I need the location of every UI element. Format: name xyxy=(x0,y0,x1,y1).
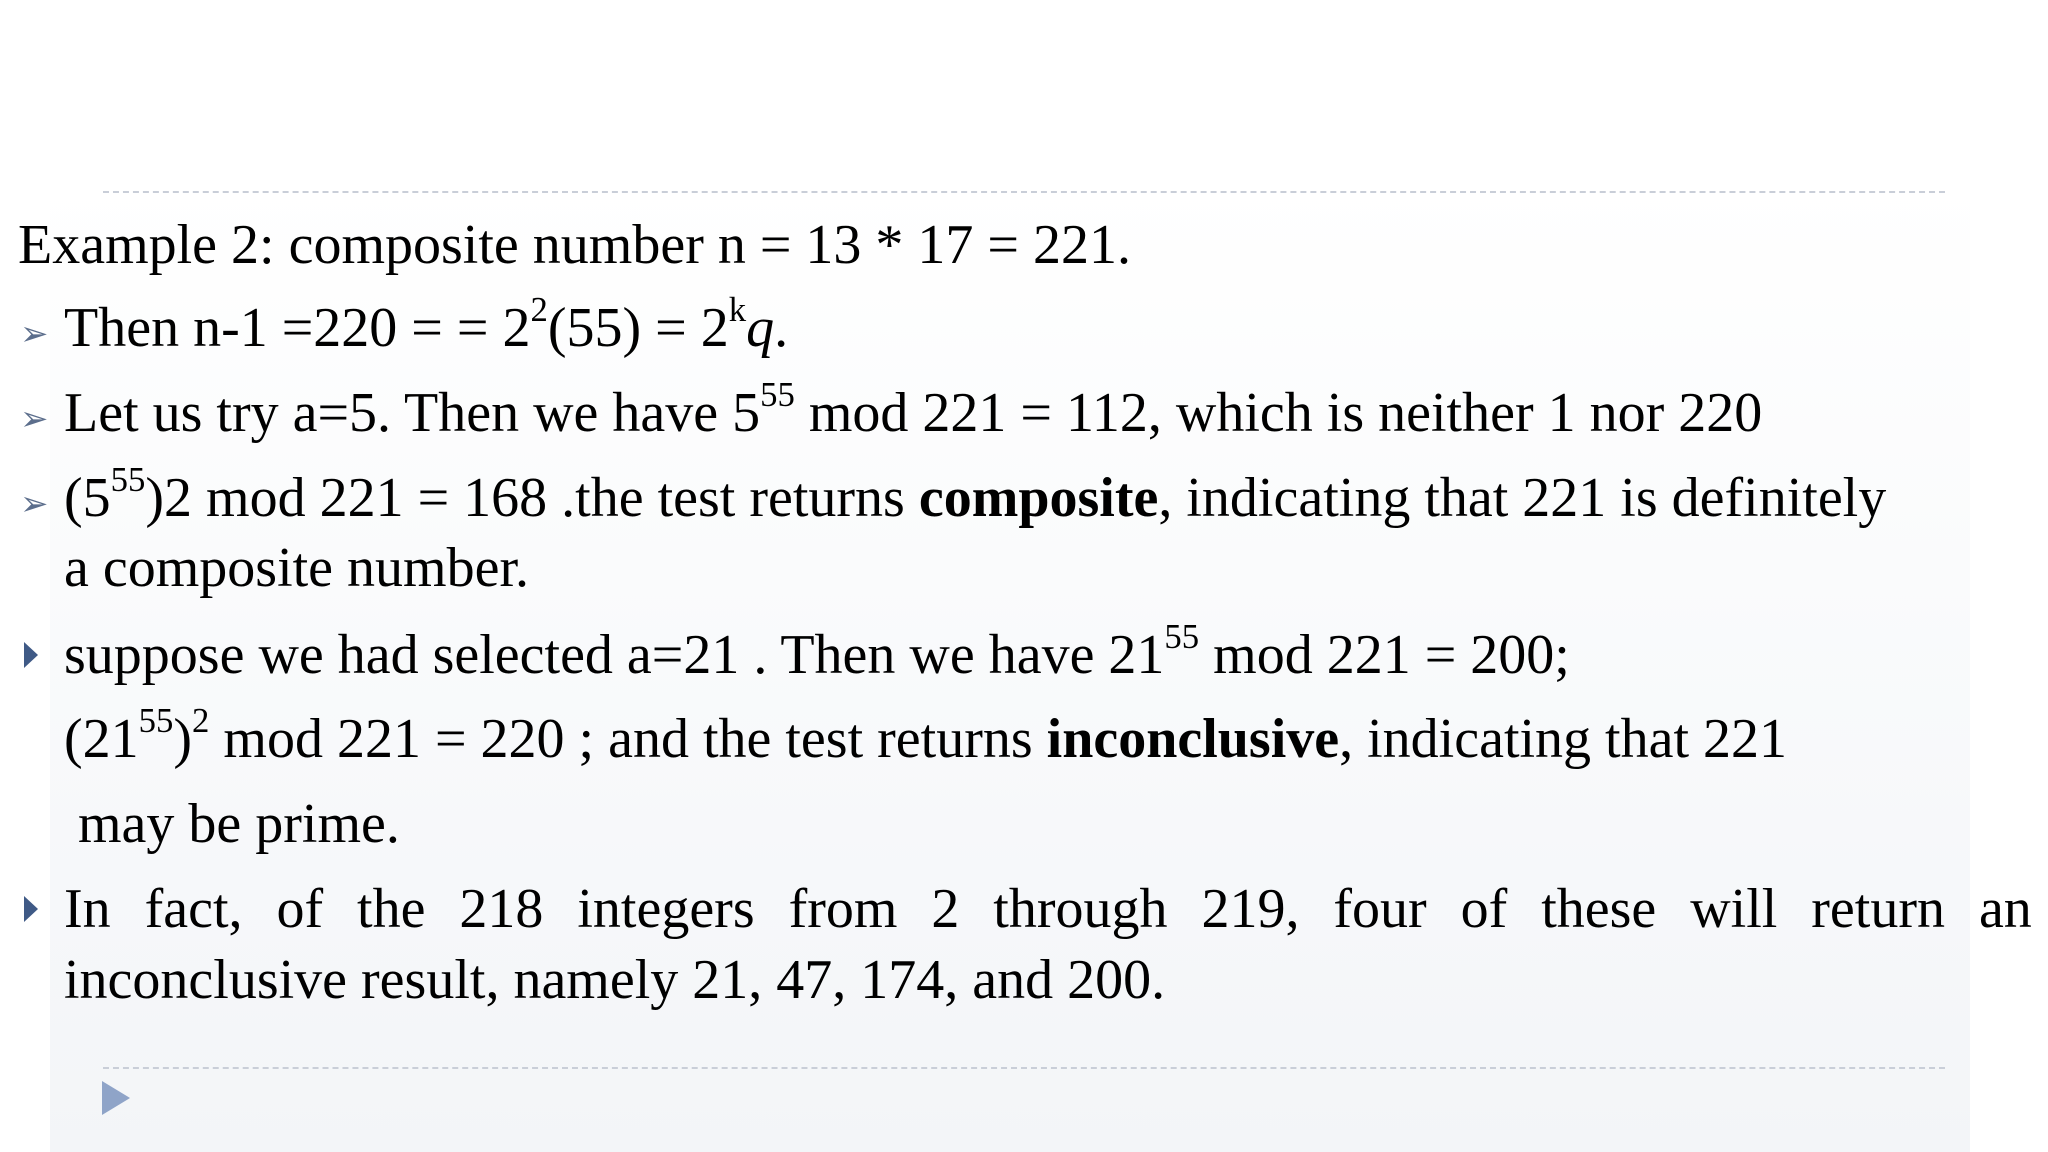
bottom-divider xyxy=(103,1067,1945,1069)
bullet-5-word: an xyxy=(1978,878,2032,940)
bullet-4 xyxy=(64,617,1570,690)
bullet-4-l3-text: may be prime. xyxy=(78,793,400,855)
bullet-2 xyxy=(64,375,1763,448)
bullet-5-word: 2 xyxy=(931,878,960,940)
bullet-1 xyxy=(64,290,789,363)
bullet-4-line-3 xyxy=(78,789,400,859)
bullet-1-variable-q: q xyxy=(746,297,775,359)
bullet-5-word: integers xyxy=(577,878,755,940)
bullet-3 xyxy=(64,460,1887,533)
bullet-5-continuation xyxy=(64,945,1165,1015)
example-title-text: Example 2: composite number n = 13 * 17 = 221. xyxy=(18,214,1131,276)
bullet-5 xyxy=(64,874,2032,944)
bullet-5-word: will xyxy=(1690,878,1778,940)
bullet-4-l2-text-a: (21 xyxy=(64,708,139,770)
triangle-bullet-icon xyxy=(24,896,38,922)
next-slide-arrow-icon[interactable] xyxy=(102,1081,130,1115)
bullet-5-word: through xyxy=(993,878,1168,940)
bullet-4-l2-exponent-a: 55 xyxy=(138,701,174,741)
bullet-4-l2-exponent-b: 2 xyxy=(192,701,210,741)
bullet-5-word: In xyxy=(64,878,111,940)
bullet-5-line-2: inconclusive result, namely 21, 47, 174, and 200. xyxy=(64,949,1166,1011)
bullet-3-emphasis: composite xyxy=(918,467,1159,529)
bullet-4-text-b: mod 221 = 200; xyxy=(1199,624,1570,686)
bullet-3-exponent: 55 xyxy=(110,460,146,500)
bullet-5-word: from xyxy=(788,878,898,940)
bullet-3-continuation xyxy=(64,533,529,603)
bullet-5-word: of xyxy=(276,878,324,940)
bullet-3-line-2: a composite number. xyxy=(64,537,530,599)
chevron-bullet-icon: ➢ xyxy=(20,399,49,439)
bullet-4-emphasis: inconclusive xyxy=(1046,708,1340,770)
bullet-4-exponent: 55 xyxy=(1164,617,1200,657)
example-title xyxy=(18,210,1131,280)
bullet-1-exponent-a: 2 xyxy=(530,290,548,330)
bullet-2-text-a: Let us try a=5. Then we have 5 xyxy=(64,382,761,444)
top-divider xyxy=(103,191,1945,193)
bullet-4-l2-text-b: ) xyxy=(173,708,193,770)
bullet-5-word: of xyxy=(1460,878,1508,940)
bullet-5-word: return xyxy=(1811,878,1945,940)
bullet-5-word: four xyxy=(1333,878,1427,940)
bullet-4-line-2 xyxy=(64,701,1788,774)
bullet-1-text-a: Then n-1 =220 = = 2 xyxy=(64,297,531,359)
bullet-4-text-a: suppose we had selected a=21 . Then we have 21 xyxy=(64,624,1165,686)
chevron-bullet-icon: ➢ xyxy=(20,484,49,524)
bullet-3-text-c: , indicating that 221 is definitely xyxy=(1158,467,1887,529)
bullet-2-text-b: mod 221 = 112, which is neither 1 nor 220 xyxy=(794,382,1763,444)
bullet-5-word: 218 xyxy=(459,878,544,940)
bullet-3-text-b: )2 mod 221 = 168 .the test returns xyxy=(145,467,919,529)
bullet-1-period: . xyxy=(774,297,789,359)
bullet-4-l2-text-d: , indicating that 221 xyxy=(1339,708,1788,770)
chevron-bullet-icon: ➢ xyxy=(20,314,49,354)
triangle-bullet-icon xyxy=(24,642,38,668)
bullet-5-word: the xyxy=(357,878,426,940)
bullet-5-word: fact, xyxy=(144,878,243,940)
bullet-2-exponent: 55 xyxy=(760,375,795,415)
bullet-1-text-b: (55) = 2 xyxy=(547,297,729,359)
bullet-1-exponent-k: k xyxy=(728,290,747,330)
bullet-4-l2-text-c: mod 221 = 220 ; and the test returns xyxy=(209,708,1047,770)
bullet-3-text-a: (5 xyxy=(64,467,111,529)
bullet-5-word: these xyxy=(1541,878,1657,940)
bullet-5-word: 219, xyxy=(1201,878,1300,940)
